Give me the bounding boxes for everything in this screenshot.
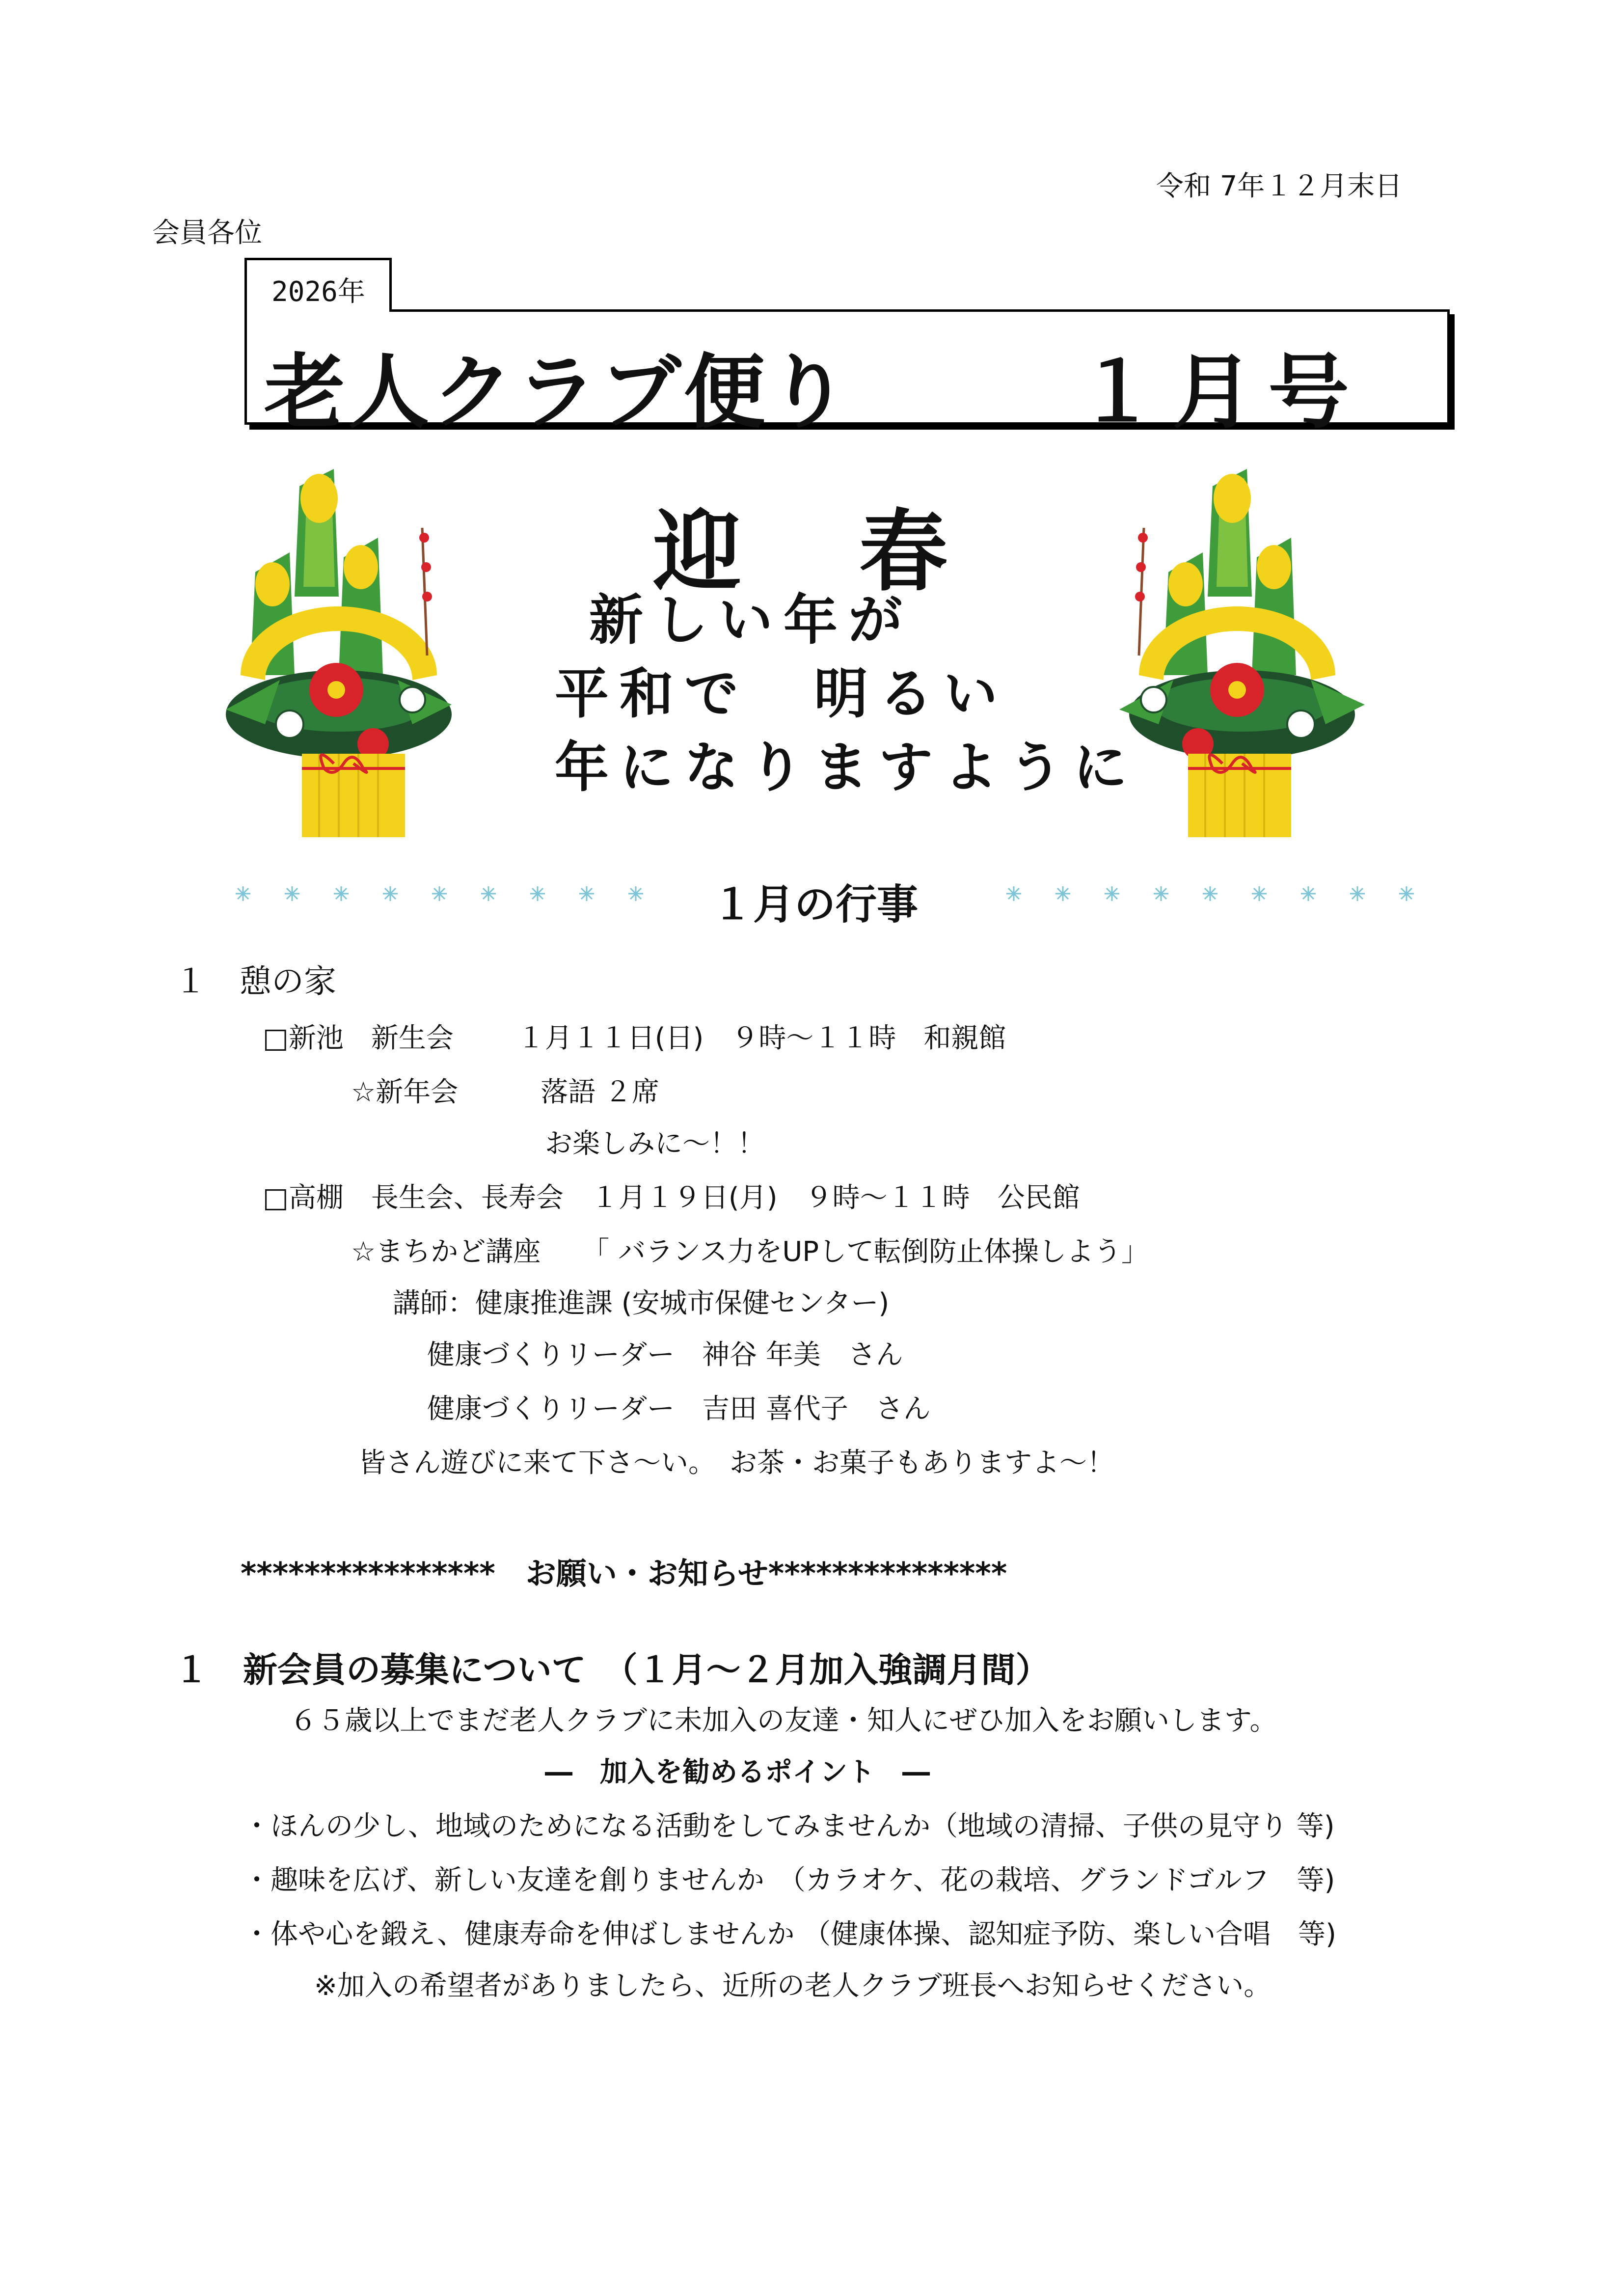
event-line-leader-1: 健康づくりリーダー 神谷 年美 さん xyxy=(427,1339,903,1371)
events-heading: １月の行事 xyxy=(712,880,919,929)
recruit-point-3: ・体や心を鍛え、健康寿命を伸ばしませんか （健康体操、認知症予防、楽しい合唱 等) xyxy=(243,1918,1337,1950)
recruit-points-title: ― 加入を勧めるポイント ― xyxy=(545,1756,930,1788)
recruit-intro: ６５歳以上でまだ老人クラブに未加入の友達・知人にぜひ加入をお願いします。 xyxy=(290,1705,1277,1737)
event-line-machikado: ☆まちかど講座 「 バランス力をUPして転倒防止体操しよう」 xyxy=(351,1236,1149,1268)
recruit-point-1: ・ほんの少し、地域のためになる活動をしてみませんか（地域の清掃、子供の見守り 等) xyxy=(243,1810,1335,1842)
snowflake-divider-left xyxy=(231,884,673,903)
section-ikoi-no-ie: １ 憩の家 xyxy=(174,962,336,1000)
newsletter-title: 老人クラブ便り xyxy=(264,344,852,439)
event-line-koshi: 講師：健康推進課 (安城市保健センター) xyxy=(393,1287,890,1319)
event-line-shinike: □新池 新生会 １月１１日(日) ９時～１１時 和親館 xyxy=(263,1022,1006,1054)
recruit-closing: ※加入の希望者がありましたら、近所の老人クラブ班長へお知らせください。 xyxy=(314,1970,1271,2002)
greeting-line-1: 新しい年が xyxy=(589,588,913,652)
addressee: 会員各位 xyxy=(152,217,262,249)
recruit-point-2: ・趣味を広げ、新しい友達を創りませんか （カラオケ、花の栽培、グランドゴルフ 等) xyxy=(243,1864,1335,1896)
event-line-shinnenkai: ☆新年会 落語 ２席 xyxy=(351,1076,660,1108)
event-line-otanoshimi: お楽しみに～！！ xyxy=(545,1128,765,1160)
kadomatsu-right-art xyxy=(1119,469,1365,837)
geishun-heading: 迎春 xyxy=(653,500,1066,603)
year-tab xyxy=(244,258,392,312)
title-banner xyxy=(244,309,1450,439)
greeting-line-2: 平和で 明るい xyxy=(555,662,1008,725)
issue-date: 令和 7年１２月末日 xyxy=(1156,170,1403,202)
notices-heading: **************** お願い・お知らせ*************** xyxy=(241,1556,1007,1591)
greeting-line-3: 年になりますように xyxy=(555,736,1138,799)
event-line-leader-2: 健康づくりリーダー 吉田 喜代子 さん xyxy=(427,1393,931,1425)
issue-label: １月号 xyxy=(1077,344,1364,439)
kadomatsu-illustration-left xyxy=(221,469,496,842)
kadomatsu-illustration-right xyxy=(1100,469,1375,842)
kadomatsu-left-art xyxy=(226,469,452,837)
event-line-invitation: 皆さん遊びに来て下さ～い。 お茶・お菓子もありますよ～！ xyxy=(358,1447,1114,1479)
year-label: 2026年 xyxy=(271,276,365,308)
snowflake-divider-right xyxy=(1001,884,1443,903)
recruit-heading: １ 新会員の募集について （１月～２月加入強調月間） xyxy=(174,1650,1050,1690)
event-line-takanashi: □高棚 長生会、長寿会 １月１９日(月) ９時～１１時 公民館 xyxy=(263,1182,1080,1214)
